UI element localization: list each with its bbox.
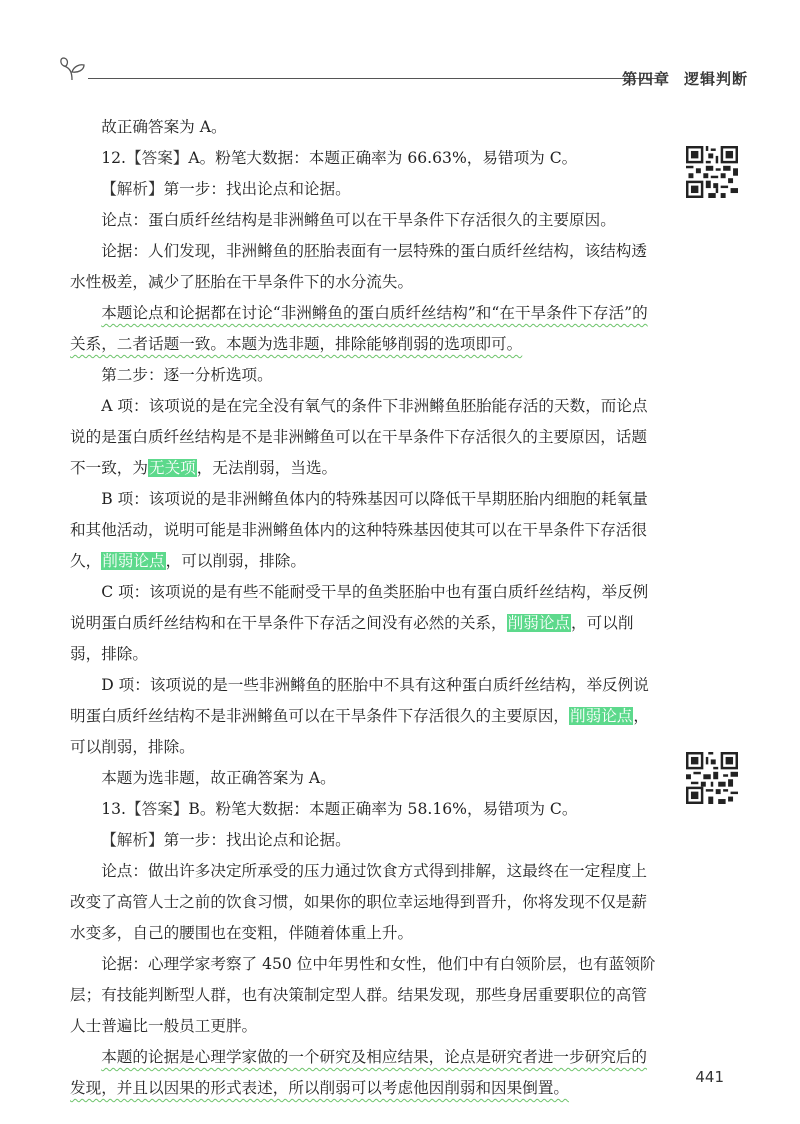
chapter-label: 第四章 xyxy=(621,70,670,88)
paragraph-argument-point-13: 论点：做出许多决定所承受的压力通过饮食方式得到排解，这最终在一定程度上改变了高管人士之前的饮食习惯，如果你的职位幸运地得到晋升，你将发现不仅是薪水变多，自己的腰围也在变粗，伴随着体重上升。 xyxy=(70,862,647,942)
analysis-tag: 【解析】 xyxy=(101,180,164,198)
analysis-line-13 xyxy=(70,825,660,856)
option-text: C 项：该项说的是有些不能耐受干旱的鱼类胚胎中也有蛋白质纤丝结构，举反例说明蛋白质纤丝结构和在干旱条件下存活之间没有必然的关系， xyxy=(70,583,649,632)
option-text-tail: ，可以削弱，排除。 xyxy=(165,552,306,570)
analysis-text: 第一步：找出论点和论据。 xyxy=(163,180,351,198)
paragraph-summary-wavy-13 xyxy=(70,1042,660,1104)
answer-text: B。粉笔大数据：本题正确率为 58.16%，易错项为 C。 xyxy=(188,800,578,818)
paragraph-conclusion-12: 本题为选非题，故正确答案为 A。 xyxy=(101,769,336,787)
option-text-tail: ，可以削弱，排除。 xyxy=(70,614,634,663)
section-label: 逻辑判断 xyxy=(683,70,748,88)
qr-code-icon xyxy=(686,146,738,198)
paragraph-step-two: 第二步：逐一分析选项。 xyxy=(101,366,273,384)
analysis-tag: 【解析】 xyxy=(101,831,164,849)
paragraph-evidence-13: 论据：心理学家考察了 450 位中年男性和女性，他们中有白领阶层，也有蓝领阶层；有技能判断型人群，也有决策制定型人群。结果发现，那些身居重要职位的高管人士普遍比一般员工更胖。 xyxy=(70,955,656,1035)
answer-text: A。粉笔大数据：本题正确率为 66.63%，易错项为 C。 xyxy=(188,149,578,167)
option-text-tail: ，可以削弱，排除。 xyxy=(70,707,650,756)
option-c-analysis xyxy=(70,577,660,670)
wavy-underlined-text: 本题的论据是心理学家做的一个研究及相应结果，论点是研究者进一步研究后的发现，并且以因果的形式表述，所以削弱可以考虑他因削弱和因果倒置。 xyxy=(70,1048,647,1097)
wavy-underlined-text: 本题论点和论据都在讨论“非洲鳉鱼的蛋白质纤丝结构”和“在干旱条件下存活”的关系，二者话题一致。本题为选非题，排除能够削弱的选项即可。 xyxy=(70,304,648,353)
paragraph-summary-wavy xyxy=(70,298,660,360)
option-text-tail: ，无法削弱，当选。 xyxy=(196,459,338,477)
chapter-title xyxy=(622,68,748,89)
option-text: D 项：该项说的是一些非洲鳉鱼的胚胎中不具有这种蛋白质纤丝结构，举反例说明蛋白质纤丝结构不是非洲鳉鱼可以在干旱条件下存活很久的主要原因， xyxy=(70,676,649,725)
option-b-analysis xyxy=(70,484,660,577)
page-number: 441 xyxy=(695,1068,724,1086)
answer-tag: 【答案】 xyxy=(126,800,189,818)
option-text: B 项：该项说的是非洲鳉鱼体内的特殊基因可以降低干旱期胚胎内细胞的耗氧量和其他活动，说明可能是非洲鳉鱼体内的这种特殊基因使其可以在干旱条件下存活很久， xyxy=(70,490,648,570)
option-a-analysis xyxy=(70,391,660,484)
question-number: 12. xyxy=(101,149,126,167)
sprout-icon xyxy=(58,56,88,82)
answer-explanations xyxy=(70,112,660,1104)
qr-code-icon xyxy=(686,752,738,804)
header-rule xyxy=(88,78,658,79)
highlight-tag: 削弱论点 xyxy=(102,552,165,570)
analysis-line-12 xyxy=(70,174,660,205)
analysis-text: 第一步：找出论点和论据。 xyxy=(163,831,351,849)
answer-tag: 【答案】 xyxy=(126,149,189,167)
answer-line-13 xyxy=(70,794,660,825)
option-text: A 项：该项说的是在完全没有氧气的条件下非洲鳉鱼胚胎能存活的天数，而论点说的是蛋白质纤丝结构是不是非洲鳉鱼可以在干旱条件下存活很久的主要原因，话题不一致，为 xyxy=(70,397,648,477)
highlight-tag: 削弱论点 xyxy=(570,707,633,725)
option-d-analysis xyxy=(70,670,660,763)
paragraph-evidence: 论据：人们发现，非洲鳉鱼的胚胎表面有一层特殊的蛋白质纤丝结构，该结构透水性极差，减少了胚胎在干旱条件下的水分流失。 xyxy=(70,242,647,291)
page-header xyxy=(58,56,748,96)
answer-line-12 xyxy=(70,143,660,174)
highlight-tag: 削弱论点 xyxy=(507,614,571,632)
paragraph-conclusion: 故正确答案为 A。 xyxy=(101,118,227,136)
question-number: 13. xyxy=(101,800,126,818)
paragraph-argument-point: 论点：蛋白质纤丝结构是非洲鳉鱼可以在干旱条件下存活很久的主要原因。 xyxy=(101,211,616,229)
highlight-tag: 无关项 xyxy=(148,459,196,477)
